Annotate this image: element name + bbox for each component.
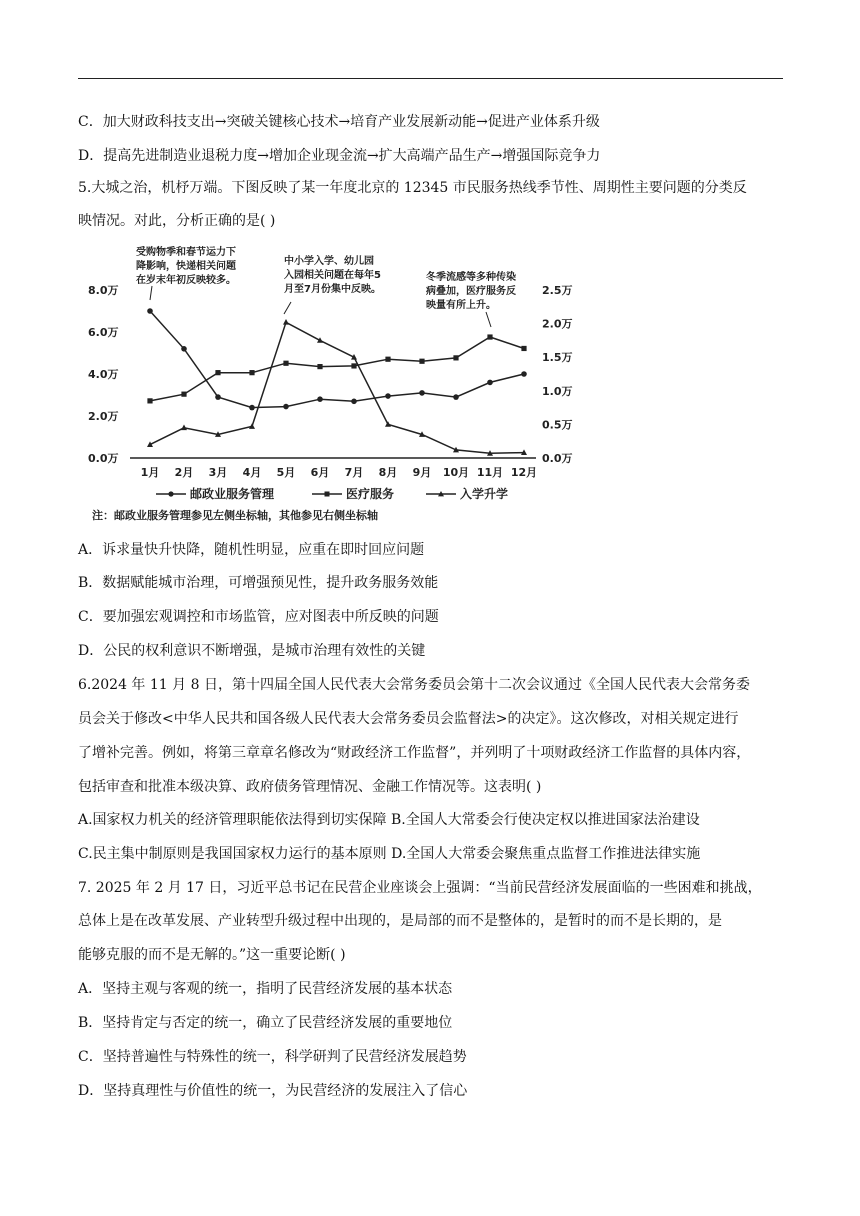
- series-line-3: [150, 322, 524, 453]
- annotation-text: 降影响，快递相关问题: [136, 261, 236, 272]
- q7-option-c[interactable]: C．坚持普遍性与特殊性的统一，科学研判了民营经济发展趋势: [78, 1049, 467, 1065]
- x-axis-tick-label: 5月: [276, 466, 296, 479]
- data-point: [249, 370, 254, 375]
- data-point: [283, 319, 289, 325]
- q7-stem-line3: 能够克服的而不是无解的。”这一重要论断( ): [78, 947, 346, 963]
- data-point: [317, 364, 322, 369]
- q6-stem-line3: 了增补完善。例如，将第三章章名修改为“财政经济工作监督”，并列明了十项财政经济工作监督的具体内容，: [78, 745, 751, 761]
- right-axis-tick-label: 2.5万: [542, 284, 573, 297]
- x-axis-tick-label: 8月: [378, 466, 398, 479]
- q7-option-a[interactable]: A．坚持主观与客观的统一，指明了民营经济发展的基本状态: [78, 981, 453, 997]
- hotline-line-chart: [86, 242, 573, 527]
- chart-note: 注：邮政业服务管理参见左侧坐标轴，其他参见右侧坐标轴: [92, 509, 378, 522]
- q5-option-d[interactable]: D．公民的权利意识不断增强，是城市治理有效性的关键: [78, 643, 426, 659]
- data-point: [453, 394, 459, 400]
- data-point: [453, 355, 458, 360]
- x-axis-tick-label: 7月: [344, 466, 364, 479]
- data-point: [521, 346, 526, 351]
- left-axis-tick-label: 8.0万: [88, 284, 119, 297]
- left-axis-tick-label: 2.0万: [88, 410, 119, 423]
- legend-label: 医疗服务: [346, 487, 395, 501]
- annotation-text: 在岁末年初反映较多。: [136, 275, 236, 286]
- data-point: [181, 392, 186, 397]
- data-point: [317, 396, 323, 402]
- legend-marker: [168, 491, 173, 496]
- annotation-text: 冬季流感等多种传染: [426, 272, 516, 283]
- x-axis-tick-label: 1月: [140, 466, 160, 479]
- annotation-text: 受购物季和春节运力下: [136, 247, 236, 258]
- q5-option-a[interactable]: A．诉求量快升快降，随机性明显，应重在即时回应问题: [78, 542, 425, 558]
- right-axis-tick-label: 0.0万: [542, 452, 573, 465]
- q6-stem-line1: 6.2024 年 11 月 8 日，第十四届全国人民代表大会常务委员会第十二次会议通过《全国人民代表大会常务委: [78, 677, 750, 693]
- right-axis-tick-label: 1.5万: [542, 351, 573, 365]
- x-axis-tick-label: 6月: [310, 466, 330, 479]
- data-point: [215, 370, 220, 375]
- q6-options-ab[interactable]: A.国家权力机关的经济管理职能依法得到切实保障 B.全国人大常委会行使决定权以推进国家法治建设: [78, 812, 700, 828]
- q5-option-b[interactable]: B．数据赋能城市治理，可增强预见性，提升政务服务效能: [78, 575, 439, 591]
- data-point: [249, 405, 255, 411]
- data-point: [521, 371, 527, 377]
- x-axis-tick-label: 10月: [442, 466, 470, 479]
- data-point: [283, 404, 289, 410]
- hotline-chart: [86, 242, 573, 527]
- data-point: [215, 394, 221, 400]
- right-axis-tick-label: 2.0万: [542, 317, 573, 331]
- x-axis-tick-label: 11月: [476, 466, 504, 479]
- annotation-pointer: [486, 312, 491, 327]
- q7-stem-line1: 7. 2025 年 2 月 17 日，习近平总书记在民营企业座谈会上强调：“当前民营经济发展面临的一些困难和挑战，: [78, 880, 762, 896]
- data-point: [419, 359, 424, 364]
- left-axis-tick-label: 6.0万: [88, 326, 119, 339]
- data-point: [385, 421, 391, 427]
- data-point: [181, 425, 187, 431]
- annotation-text: 入园相关问题在每年5: [284, 270, 381, 281]
- data-point: [147, 398, 152, 403]
- legend-label: 邮政业服务管理: [190, 487, 275, 501]
- q7-option-b[interactable]: B．坚持肯定与否定的统一，确立了民营经济发展的重要地位: [78, 1015, 453, 1031]
- data-point: [351, 363, 356, 368]
- right-axis-tick-label: 0.5万: [542, 418, 573, 432]
- data-point: [385, 357, 390, 362]
- right-axis-tick-label: 1.0万: [542, 384, 573, 398]
- q7-option-d[interactable]: D．坚持真理性与价值性的统一，为民营经济的发展注入了信心: [78, 1083, 468, 1099]
- x-axis-tick-label: 9月: [412, 466, 432, 479]
- legend-label: 入学升学: [460, 487, 509, 501]
- data-point: [385, 393, 391, 399]
- series-line-1: [150, 311, 524, 408]
- annotation-text: 中小学入学、幼儿园: [284, 256, 374, 267]
- legend-marker: [325, 492, 330, 497]
- annotation-text: 病叠加，医疗服务反: [426, 286, 516, 297]
- q5-option-c[interactable]: C．要加强宏观调控和市场监管，应对图表中所反映的问题: [78, 609, 439, 625]
- annotation-pointer: [284, 302, 291, 314]
- data-point: [283, 361, 288, 366]
- annotation-text: 月至7月份集中反映。: [284, 284, 381, 295]
- left-axis-tick-label: 0.0万: [88, 452, 119, 465]
- data-point: [487, 380, 493, 386]
- data-point: [249, 423, 255, 429]
- header-rule: [78, 78, 783, 79]
- x-axis-tick-label: 4月: [242, 466, 262, 479]
- q4-option-d[interactable]: D．提高先进制造业退税力度→增加企业现金流→扩大高端产品生产→增强国际竞争力: [78, 148, 601, 164]
- data-point: [147, 308, 153, 314]
- annotation-pointer: [150, 286, 152, 300]
- q5-stem-line2: 映情况。对此，分析正确的是( ): [78, 213, 276, 229]
- left-axis-tick-label: 4.0万: [88, 368, 119, 381]
- x-axis-tick-label: 2月: [174, 466, 194, 479]
- q5-stem-line1: 5.大城之治，机杼万端。下图反映了某一年度北京的 12345 市民服务热线季节性、周期性主要问题的分类反: [78, 180, 747, 196]
- x-axis-tick-label: 3月: [208, 466, 228, 479]
- q6-stem-line4: 包括审查和批准本级决算、政府债务管理情况、金融工作情况等。这表明( ): [78, 779, 542, 795]
- q4-option-c[interactable]: C．加大财政科技支出→突破关键核心技术→培育产业发展新动能→促进产业体系升级: [78, 114, 600, 130]
- data-point: [487, 334, 492, 339]
- x-axis-tick-label: 12月: [510, 466, 538, 479]
- data-point: [419, 390, 425, 396]
- data-point: [351, 399, 357, 405]
- q6-options-cd[interactable]: C.民主集中制原则是我国国家权力运行的基本原则 D.全国人大常委会聚焦重点监督工作推进法律实施: [78, 846, 701, 862]
- annotation-text: 映量有所上升。: [426, 300, 496, 311]
- data-point: [181, 346, 187, 352]
- q7-stem-line2: 总体上是在改革发展、产业转型升级过程中出现的，是局部的而不是整体的，是暂时的而不是长期的，是: [78, 913, 722, 929]
- q6-stem-line2: 员会关于修改<中华人民共和国各级人民代表大会常务委员会监督法>的决定》。这次修改，对相关规定进行: [78, 711, 739, 727]
